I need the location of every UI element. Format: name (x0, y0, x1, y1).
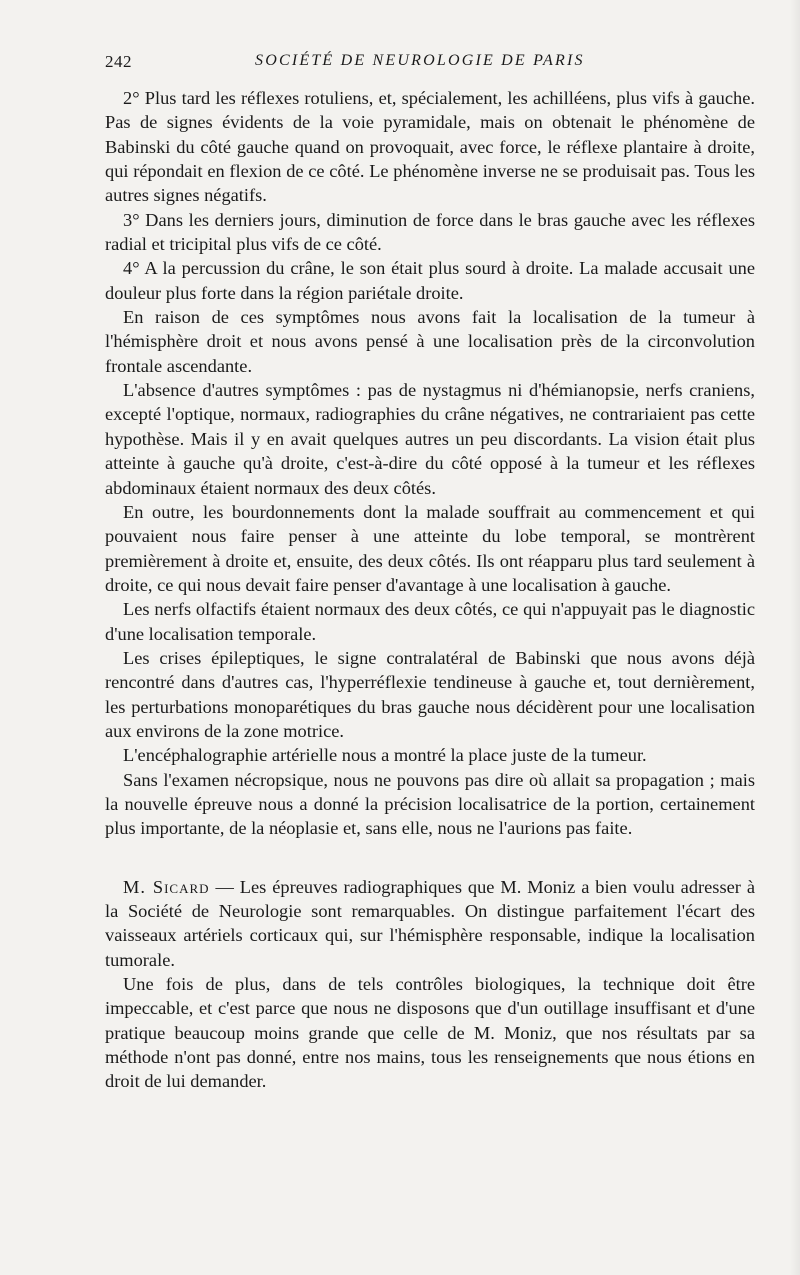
paragraph: L'encéphalographie artérielle nous a montré la place juste de la tumeur. (123, 745, 647, 766)
paragraph: En outre, les bourdonnements dont la malade souffrait au commencement et qui pouvaient nous faire penser à une atteinte du lobe temporal, se montrèrent premièrement à droite et, ensuite, des deux côtés. Ils ont réapparu plus tard seulement à droite, ce qui nous devait faire penser d'avantage à une localisation à gauche. (105, 501, 755, 595)
discussion-paragraph (105, 875, 755, 972)
paragraph: Les nerfs olfactifs étaient normaux des deux côtés, ce qui n'appuyait pas le diagnostic d'une localisation temporale. (105, 599, 755, 644)
running-title: SOCIÉTÉ DE NEUROLOGIE DE PARIS (255, 52, 585, 69)
paragraph: 2° Plus tard les réflexes rotuliens, et, spécialement, les achilléens, plus vifs à gauche. Pas de signes évidents de la voie pyramidale, mais on obtenait le phénomène de Babinski du côté gauche quand on provoquait, avec force, le réflexe plantaire à droite, qui répondait en flexion de ce côté. Le phénomène inverse ne se produisait pas. Tous les autres signes négatifs. (105, 88, 755, 206)
paragraph: 4° A la percussion du crâne, le son était plus sourd à droite. La malade accusait une douleur plus forte dans la région pariétale droite. (105, 258, 755, 303)
section-gap (105, 841, 755, 875)
paragraph: 3° Dans les derniers jours, diminution de force dans le bras gauche avec les réflexes radial et tricipital plus vifs de ce côté. (105, 209, 755, 255)
page-edge-shadow (790, 0, 800, 1275)
discussion-text: Les épreuves radiographiques que M. Moniz a bien voulu adresser à la Société de Neurologie sont remarquables. On distingue parfaitement l'écart des vaisseaux artériels corticaux qui, sur l'hémisphère responsable, indique la localisation tumorale. (105, 876, 755, 970)
page-number: 242 (105, 52, 132, 71)
speaker-name: M. Sicard (123, 876, 210, 897)
paragraph: Sans l'examen nécropsique, nous ne pouvons pas dire où allait sa propagation ; mais la nouvelle épreuve nous a donné la précision localisatrice de la portion, certainement plus importante, de la néoplasie et, sans elle, nous ne l'aurions pas faite. (105, 769, 755, 839)
paragraph: L'absence d'autres symptômes : pas de nystagmus ni d'hémianopsie, nerfs craniens, excepté l'optique, normaux, radiographies du crâne négatives, ne contrariaient pas cette hypothèse. Mais il y en avait quelques autres un peu discordants. La vision était plus atteinte à gauche qu'à droite, c'est-à-dire du côté opposé à la tumeur et les réflexes abdominaux étaient normaux des deux côtés. (105, 380, 755, 498)
speaker-dash: — (209, 876, 240, 897)
paragraph: En raison de ces symptômes nous avons fait la localisation de la tumeur à l'hémisphère droit et nous avons pensé à une localisation près de la circonvolution frontale ascendante. (105, 307, 755, 376)
body-text (105, 86, 755, 1094)
discussion-paragraph: Une fois de plus, dans de tels contrôles biologiques, la technique doit être impeccable, et c'est parce que nous ne disposons que d'un outillage insuffisant et d'une pratique beaucoup moins grande que celle de M. Moniz, que nos résultats par sa méthode n'ont pas donné, entre nos mains, tous les renseignements que nous étions en droit de lui demander. (105, 974, 755, 1092)
page-header (105, 52, 755, 74)
paragraph: Les crises épileptiques, le signe contralatéral de Babinski que nous avons déjà rencontré dans d'autres cas, l'hyperréflexie tendineuse à gauche et, tout dernièrement, les perturbations monoparétiques du bras gauche nous décidèrent pour une localisation aux environs de la zone motrice. (105, 647, 755, 741)
